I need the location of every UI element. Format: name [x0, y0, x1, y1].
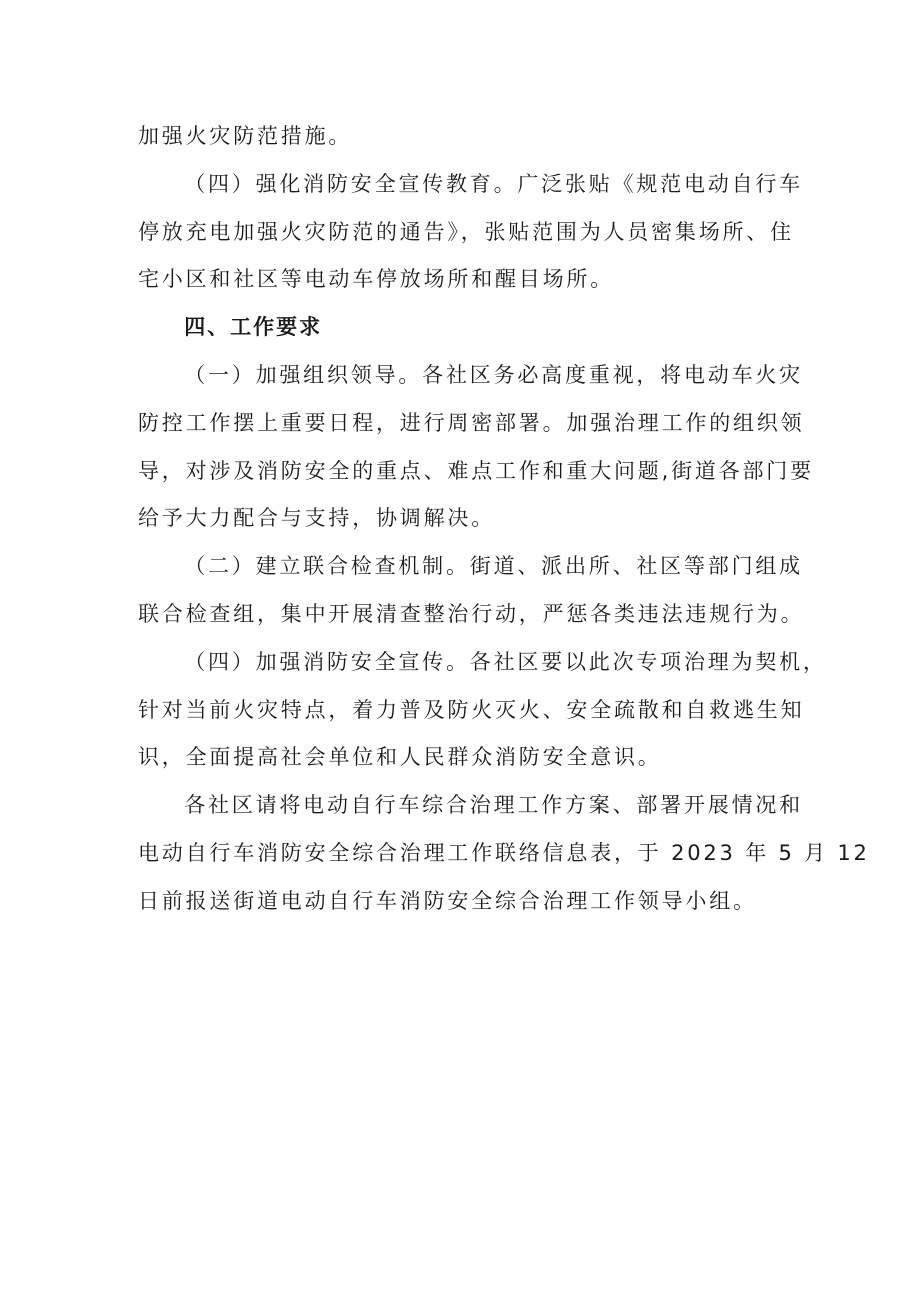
- text-line: 导，对涉及消防安全的重点、难点工作和重大问题,街道各部门要: [138, 458, 814, 483]
- document-body: [138, 113, 870, 926]
- paragraph-organization-leadership: [138, 352, 814, 543]
- text-line: 电动自行车消防安全综合治理工作联络信息表，于 2023 年 5 月 12: [138, 840, 870, 865]
- text-line: 日前报送街道电动自行车消防安全综合治理工作领导小组。: [138, 888, 757, 913]
- heading-text: 四、工作要求: [184, 315, 323, 340]
- text-line: 宅小区和社区等电动车停放场所和醒目场所。: [138, 267, 614, 292]
- text-line: 识，全面提高社会单位和人民群众消防安全意识。: [138, 745, 662, 770]
- text-line: 针对当前火灾特点，着力普及防火灭火、安全疏散和自救逃生知: [138, 697, 805, 722]
- text-line: 联合检查组，集中开展清查整治行动，严惩各类违法违规行为。: [138, 601, 805, 626]
- paragraph-submission-deadline: [138, 782, 870, 925]
- paragraph-joint-inspection: [138, 543, 805, 639]
- text-line: （二）建立联合检查机制。街道、派出所、社区等部门组成: [184, 554, 803, 579]
- text-line: （一）加强组织领导。各社区务必高度重视，将电动车火灾: [184, 362, 803, 387]
- text-line: （四）加强消防安全宣传。各社区要以此次专项治理为契机，: [184, 649, 827, 674]
- text-line: 给予大力配合与支持，协调解决。: [138, 506, 495, 531]
- text-line: 加强火灾防范措施。: [138, 124, 353, 148]
- paragraph-publicity-education: [138, 161, 803, 304]
- text-line: （四）强化消防安全宣传教育。广泛张贴《规范电动自行车: [184, 171, 803, 196]
- paragraph-continuation: [138, 113, 790, 161]
- paragraph-fire-safety-publicity: [138, 639, 827, 782]
- text-line: 停放充电加强火灾防范的通告》，张贴范围为人员密集场所、住: [138, 219, 794, 244]
- section-heading-work-requirements: [138, 304, 790, 352]
- text-line: 防控工作摆上重要日程，进行周密部署。加强治理工作的组织领: [138, 410, 805, 435]
- text-line: 各社区请将电动自行车综合治理工作方案、部署开展情况和: [184, 793, 803, 818]
